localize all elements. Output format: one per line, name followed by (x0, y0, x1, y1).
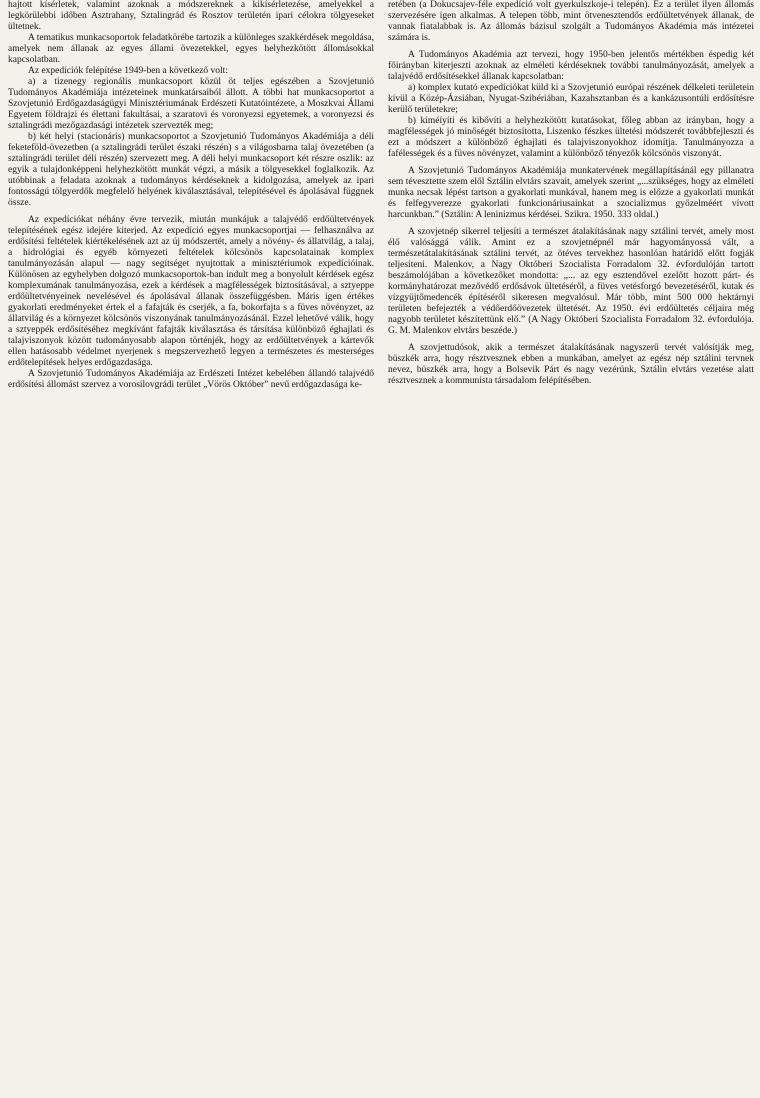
paragraph: b) kiméíyíti és kibővíti a helyhezkötött kutatásokat, főleg abban az irányban, hogy a magfélességek jó minőségét biztosította, Liszenko fészkes ültetési módszerét továbbfejleszti és ezt a módszert a különböző éghajlati és talajviszonyokhoz idomítja. Tanulmányozza a fafélességek és a füves növényzet, valamint a különböző tényezők kölcsönös viszonyát. (388, 116, 754, 159)
paragraph: retében (a Dokucsajev-féle expedíció volt gyerkulszkoje-i telepén). Ez a terület ilyen állomás szervezésére igen alkalmas. A telepen több, mint ötvenesztendős erdőültetvények állanak, de vannak fiatalabbak is. Az állomás bázisul szolgált a Tudományos Akadémia más intézetei számára is. (388, 0, 754, 43)
left-column (8, 0, 374, 1098)
paragraph: b) két helyi (stacionáris) munkacsoportot a Szovjetunió Tudományos Akadémiája a déli feketeföld-övezetben (a sztalingrádi terület északi részén) s a világosbarna talaj övezetében (a sztalingrádi terület déli részén) szervezett meg. A déli helyi munkacsoport két részre oszlik: az egyik a tulajdonképpeni helyhezkötött munkát végzi, a másik a tölgyesekkel foglalkozik. Az utóbbinak a feladata azoknak a tudományos kérdéseknek a kidolgozása, amelyek az ipari fontosságú tölgyerdők megfelelő helyének kiválasztásával, telepítésével és ápolásával függnek össze. (8, 132, 374, 208)
paragraph: Az expedíciók felépítése 1949-ben a következő volt: (28, 66, 228, 76)
paragraph: A Tudományos Akadémia azt tervezi, hogy 1950-ben jelentős mértékben éspedig két főirányban kiterjeszti azoknak az elméleti kérdéseknek további tanulmányozását, amelyek a talajvédő erdősítésekkel állanak kapcsolatban: (388, 50, 754, 82)
paragraph: Az expedíciókat néhány évre tervezik, miután munkájuk a talajvédő erdőültetvények telepítésének egész idejére kiterjed. Az expedíció egyes munkacsoportjai — felhasználva az erdősítési feltételek kiértékelésének azt az új módszertét, amely a növény- és állatvilág, a talaj, a hidrológiai és egyéb környezeti feltételek kölcsönös kapcsolatainak komplex tanulmányozásán alapul — nagy segítséget nyujtottak a minisztériumok expedícióinak. Különösen az egyhelyben dolgozó munkacsoportok-ban indult meg a bonyolult kérdések egész komplexumának tanulmányozása, ezek a kérdések a magfélességek biztosításával, a sztyeppe erdőültetvényeinek nevelésével és ápolásával állanak összefüggésben. Máris igen értékes gyakorlati eredményeket értek el a fafajták és cserjék, a fa, bokorfajta s a füves növényzet, az állatvilág és a környezet kölcsönös viszonyának tanulmányozásánál. Ezzel lehetővé válik, hogy a sztyeppék erdősítéséhez megkívánt fafajták kiválasztása és társítása különböző éghajlati és talajviszonyok között tudományosabb alapon történjék, hogy az erdőültetvények a kártevők ellen hatásosabb védelmet nyerjenek s megszervezhető legyen a természetes és mesterséges erdőtelepítések helyes erdőgazdasága. (8, 215, 374, 368)
paragraph: hajtott kísérletek, valamint azoknak a módszereknek a kikísérletezése, amelyekkel a legkörülebbi időben Asztrahany, Sztalingrád és Rosztov területén ipari célokra tölgyeseket ültetnek. (8, 0, 374, 32)
paragraph: A tematikus munkacsoportok feladatkörébe tartozik a különleges szakkérdések megoldása, amelyek nem állanak az egyes állami övezetekkel, egyes helyhezkötött állomásokkal kapcsolatban. (8, 33, 374, 65)
paragraph: A szovjetnép sikerrel teljesíti a természet átalakításának nagy sztálini tervét, amely most élő valósággá válik. Amint ez a szovjetnépnél már hagyományossá vált, a természetátalakításának sztálini tervét, az ötéves tervekhez hasonlóan határidő előtt fogják teljesíteni. Malenkov, a Nagy Októberi Szocialista Forradalom 32. évfordulóján tartott beszámolójában a következőket mondotta: „... az egy esztendővel ezelőtt hozott párt- és kormányhatározat mezővédő erdősávok ültetéséről, a füves vetésforgó bevezetéséről, kutak és vízgyüjtőmedencék építéséről sikeresen megvalósul. Már több, mint 500 000 hektárnyi területen befejezték a védőerdőövezetek ültetését. Az 1950. évi erdőültetés céljaira még nagyobb területet készítettünk elő.” (A Nagy Októberi Szocialista Forradalom 32. évfordulója. G. M. Malenkov elvtárs beszéde.) (388, 227, 754, 336)
paragraph: A szovjettudósok, akik a természet átalakításának nagyszerű tervét valósítják meg, büszkék arra, hogy résztvesznek ebben a munkában, amelyet az egész nép sztálini tervnek nevez, büszkék arra, hogy a Bolsevik Párt és nagy vezérünk, Sztálin elvtárs vezetése alatt résztvesznek a kommunista társadalom felépítésében. (388, 343, 754, 386)
paragraph: a) a tizenegy regionális munkacsoport közül öt teljes egészében a Szovjetunió Tudományos Akadémiája intézeteinek munkatársaiból állott. A többi hat munkacsoportot a Szovjetunió Erdőgazdaságügyi Minisztériumának Erdészeti Kutatóintézete, a Moszkvai Állami Egyetem földrajzi és élettani fakultásai, a szaratovi és voronyezsi egyetemek, a voronyezsi és sztalingrádi mezőgazdasági intézetek szervezték meg; (8, 77, 374, 131)
paragraph: A Szovjetunió Tudományos Akadémiája munkatervének megállapításánál egy pillanatra sem tévesztette szem elől Sztálin elvtárs szavait, amelyek szerint „...szükséges, hogy az elméleti munka necsak lépést tartson a gyakorlati munkával, hanem meg is előzze a gyakorlati munkát és felfegyverezze gyakorlati funkcionáriusainkat a szocializmus győzelméért vívott harcunkban.” (Sztálin: A leninizmus kérdései. Szikra. 1950. 333 oldal.) (388, 166, 754, 220)
paragraph: a) komplex kutató expedíciókat küld ki a Szovjetunió európai részének délkeleti területein kívül a Közép-Ázsiában, Nyugat-Szibériában, Kazahsztanban és a kankázusontúli erdősítésre kerülő területekre; (388, 83, 754, 115)
paragraph: A Szovjetunió Tudományos Akadémiája az Erdészeti Intézet kebelében állandó talajvédő erdősítési állomást szervez a vorosilovgrádi terület „Vörös Október” nevű erdőgazdasága ke- (8, 369, 374, 390)
right-column (388, 0, 754, 1098)
